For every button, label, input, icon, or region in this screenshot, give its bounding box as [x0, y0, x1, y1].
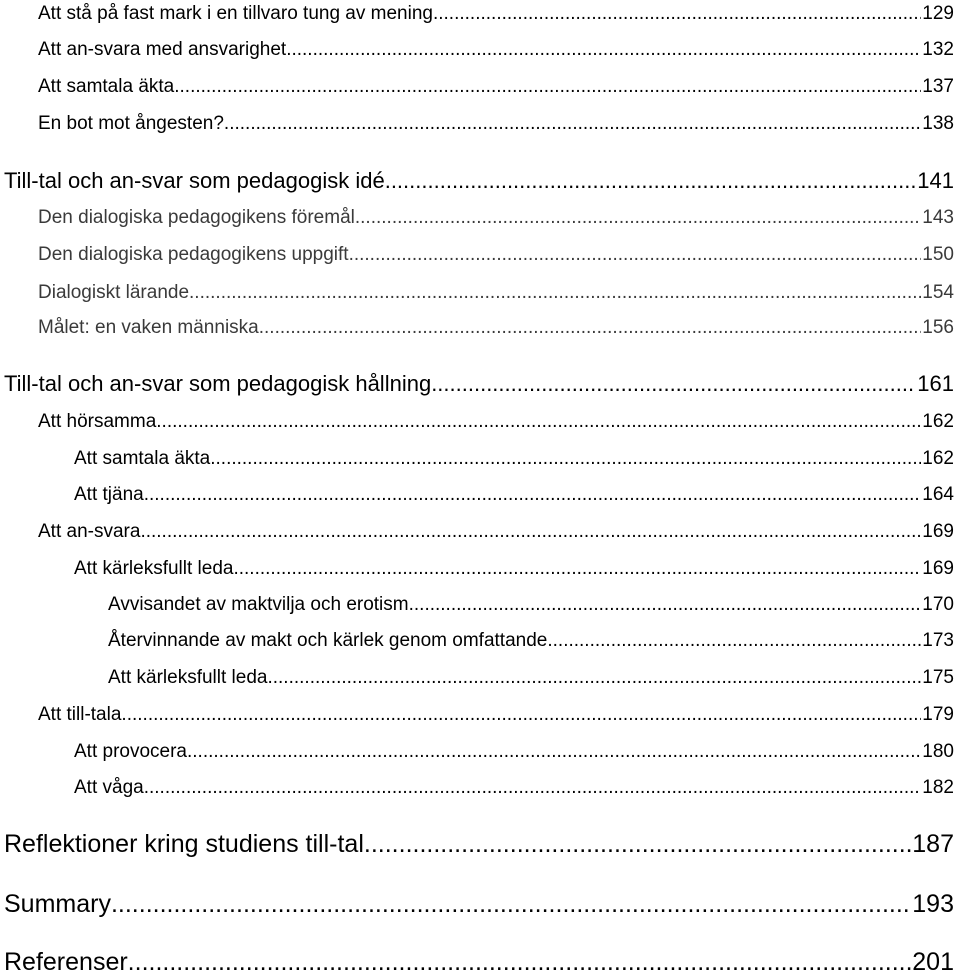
toc-entry[interactable]: [74, 449, 954, 468]
toc-entry-title: Att samtala äkta: [74, 448, 211, 469]
toc-entry[interactable]: [38, 4, 954, 23]
toc-entry-title: Att hörsamma: [38, 411, 157, 432]
dot-leader: [174, 77, 921, 96]
toc-entry-page: 164: [922, 484, 954, 505]
toc-entry[interactable]: [38, 40, 954, 59]
toc-entry-page: 143: [922, 207, 954, 228]
toc-entry-title: Till-tal och an-svar som pedagogisk hållning: [4, 371, 432, 396]
dot-leader: [156, 412, 921, 431]
dot-leader: [189, 283, 921, 302]
toc-entry-title: Att tjäna: [74, 484, 144, 505]
toc-entry-page: 170: [922, 594, 954, 615]
dot-leader: [349, 245, 922, 264]
toc-entry-title: Att till-tala: [38, 704, 122, 725]
dot-leader: [121, 705, 921, 724]
toc-section-entry[interactable]: [4, 170, 954, 192]
toc-entry-title: Summary: [4, 890, 111, 918]
toc-entry-title: Referenser: [4, 948, 128, 976]
dot-leader: [259, 318, 922, 337]
dot-leader: [355, 208, 921, 227]
dot-leader: [431, 373, 916, 395]
dot-leader: [409, 595, 922, 614]
dot-leader: [286, 40, 921, 59]
toc-chapter-entry[interactable]: [4, 832, 954, 857]
toc-entry-page: 162: [922, 411, 954, 432]
toc-entry-page: 150: [922, 244, 954, 265]
toc-entry-title: Den dialogiska pedagogikens uppgift: [38, 244, 349, 265]
dot-leader: [385, 170, 917, 192]
toc-entry[interactable]: [38, 283, 954, 302]
toc-entry-title: Till-tal och an-svar som pedagogisk idé: [4, 168, 385, 193]
toc-section-entry[interactable]: [4, 373, 954, 395]
toc-entry[interactable]: [108, 631, 954, 650]
dot-leader: [144, 778, 922, 797]
toc-entry-page: 154: [922, 282, 954, 303]
toc-entry-title: En bot mot ångesten?: [38, 113, 224, 134]
toc-entry[interactable]: [38, 412, 954, 431]
dot-leader: [267, 668, 921, 687]
toc-entry-title: Målet: en vaken människa: [38, 317, 259, 338]
toc-chapter-entry[interactable]: [4, 892, 954, 917]
toc-entry-title: Den dialogiska pedagogikens föremål: [38, 207, 355, 228]
dot-leader: [144, 485, 922, 504]
dot-leader: [140, 522, 921, 541]
dot-leader: [128, 950, 912, 975]
toc-entry[interactable]: [74, 742, 954, 761]
toc-entry[interactable]: [38, 114, 954, 133]
toc-entry-title: Att an-svara: [38, 521, 141, 542]
toc-entry-title: Avvisandet av maktvilja och erotism: [108, 594, 409, 615]
toc-entry-title: Att kärleksfullt leda: [108, 667, 268, 688]
toc-entry-page: 137: [922, 76, 954, 97]
dot-leader: [364, 832, 911, 857]
toc-entry[interactable]: [108, 595, 954, 614]
toc-entry[interactable]: [38, 208, 954, 227]
toc-entry-page: 156: [922, 317, 954, 338]
toc-entry[interactable]: [38, 318, 954, 337]
toc-entry-page: 193: [912, 890, 954, 918]
toc-entry-page: 187: [912, 830, 954, 858]
toc-entry[interactable]: [74, 778, 954, 797]
toc-entry[interactable]: [74, 559, 954, 578]
toc-entry-title: Att stå på fast mark i en tillvaro tung av mening: [38, 3, 433, 24]
toc-entry-page: 180: [922, 741, 954, 762]
toc-entry-page: 182: [922, 777, 954, 798]
toc-entry[interactable]: [38, 77, 954, 96]
toc-entry-page: 162: [922, 448, 954, 469]
toc-entry-page: 141: [917, 168, 954, 193]
toc-entry-page: 175: [922, 667, 954, 688]
toc-entry-title: Att samtala äkta: [38, 76, 175, 97]
dot-leader: [547, 631, 921, 650]
dot-leader: [433, 4, 921, 23]
toc-entry-title: Att kärleksfullt leda: [74, 558, 234, 579]
toc-entry-title: Återvinnande av makt och kärlek genom omfattande: [108, 630, 548, 651]
toc-entry-page: 179: [922, 704, 954, 725]
toc-entry-page: 129: [922, 3, 954, 24]
toc-entry-page: 169: [922, 558, 954, 579]
toc-entry-title: Dialogiskt lärande: [38, 282, 190, 303]
toc-entry[interactable]: [38, 522, 954, 541]
toc-entry-page: 138: [922, 113, 954, 134]
toc-entry-page: 201: [912, 948, 954, 976]
toc-entry-title: Att provocera: [74, 741, 187, 762]
dot-leader: [111, 892, 911, 917]
toc-entry-title: Reflektioner kring studiens till-tal: [4, 830, 364, 858]
toc-entry-page: 173: [922, 630, 954, 651]
toc-chapter-entry[interactable]: [4, 950, 954, 975]
toc-entry-title: Att an-svara med ansvarighet: [38, 39, 287, 60]
toc-entry-page: 169: [922, 521, 954, 542]
toc-entry[interactable]: [38, 705, 954, 724]
toc-entry[interactable]: [74, 485, 954, 504]
dot-leader: [187, 742, 921, 761]
toc-entry[interactable]: [38, 245, 954, 264]
dot-leader: [224, 114, 921, 133]
dot-leader: [233, 559, 921, 578]
toc-entry-page: 161: [917, 371, 954, 396]
toc-entry-page: 132: [922, 39, 954, 60]
toc-entry[interactable]: [108, 668, 954, 687]
dot-leader: [210, 449, 921, 468]
toc-entry-title: Att våga: [74, 777, 144, 798]
